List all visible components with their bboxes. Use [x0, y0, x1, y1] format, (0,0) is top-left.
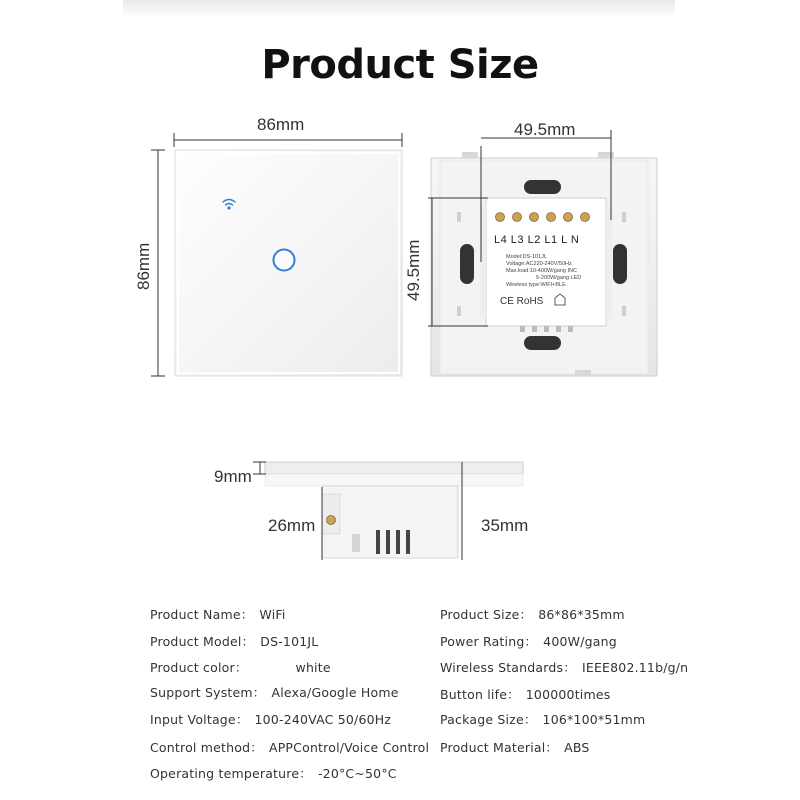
spec-right-3: [440, 685, 610, 703]
spec-value: Alexa/Google Home: [271, 685, 399, 700]
spec-value: 86*86*35mm: [538, 607, 625, 622]
side-view: [253, 462, 523, 560]
back-width-label: 49.5mm: [514, 120, 576, 139]
spec-right-5: [440, 738, 590, 756]
side-glass-plate: [265, 462, 523, 474]
spec-left-1: [150, 632, 318, 650]
spec-label: Button life：: [440, 687, 520, 702]
spec-label: Product Model：: [150, 634, 255, 649]
spec-label: Product Material：: [440, 740, 559, 755]
spec-label: Support System：: [150, 685, 266, 700]
back-height-label: 49.5mm: [404, 239, 423, 301]
spec-value: 400W/gang: [543, 634, 617, 649]
module-voltage: Voltage:AC220-240V/50Hz: [506, 261, 572, 267]
spec-right-2: [440, 658, 688, 676]
terminal-labels: L4 L3 L2 L1 L N: [494, 234, 580, 246]
spec-label: Product Size：: [440, 607, 533, 622]
spec-value: 106*100*51mm: [542, 712, 646, 727]
spec-right-4: [440, 710, 645, 728]
module-model: Model:DS-101JL: [506, 254, 547, 260]
spec-label: Input Voltage：: [150, 712, 249, 727]
spec-value: -20°C~50°C: [317, 766, 397, 781]
spec-label: Operating temperature：: [150, 766, 312, 781]
side-box-label: 26mm: [268, 516, 316, 535]
spec-right-0: [440, 605, 625, 623]
module-maxload-2: 5-200W/gang LED: [536, 275, 582, 281]
module-maxload-1: Max.load:10-400W/gang INC: [506, 268, 577, 274]
spec-value: 100000times: [525, 687, 611, 702]
spec-left-6: [150, 764, 397, 782]
spec-label: Product color：: [150, 660, 248, 675]
spec-left-4: [150, 710, 391, 728]
spec-value: WiFi: [259, 607, 286, 622]
cert-logos: CE RoHS: [500, 296, 544, 307]
spec-label: Wireless Standards：: [440, 660, 576, 675]
spec-value: IEEE802.11b/g/n: [581, 660, 689, 675]
spec-left-3: [150, 683, 399, 701]
module-wireless: Wireless type:WIFI+BLE: [506, 282, 566, 288]
side-screw: [327, 516, 336, 525]
spec-value: white: [295, 660, 331, 675]
back-view: [428, 130, 657, 376]
front-width-label: 86mm: [257, 115, 305, 134]
spec-value: DS-101JL: [260, 634, 319, 649]
spec-value: APPControl/Voice Control: [268, 740, 430, 755]
spec-right-1: [440, 632, 617, 650]
side-glass-label: 9mm: [214, 467, 252, 486]
spec-left-0: [150, 605, 286, 623]
front-view: [151, 133, 402, 376]
spec-left-2: [150, 658, 331, 676]
spec-label: Power Rating：: [440, 634, 538, 649]
spec-value: 100-240VAC 50/60Hz: [254, 712, 392, 727]
spec-label: Product Name：: [150, 607, 254, 622]
spec-label: Control method：: [150, 740, 263, 755]
spec-left-5: [150, 738, 429, 756]
spec-label: Package Size：: [440, 712, 537, 727]
page-title: Product Size: [261, 42, 539, 88]
side-total-label: 35mm: [481, 516, 529, 535]
touch-button-ring: [274, 250, 295, 271]
front-height-label: 86mm: [134, 242, 153, 290]
spec-value: ABS: [564, 740, 590, 755]
